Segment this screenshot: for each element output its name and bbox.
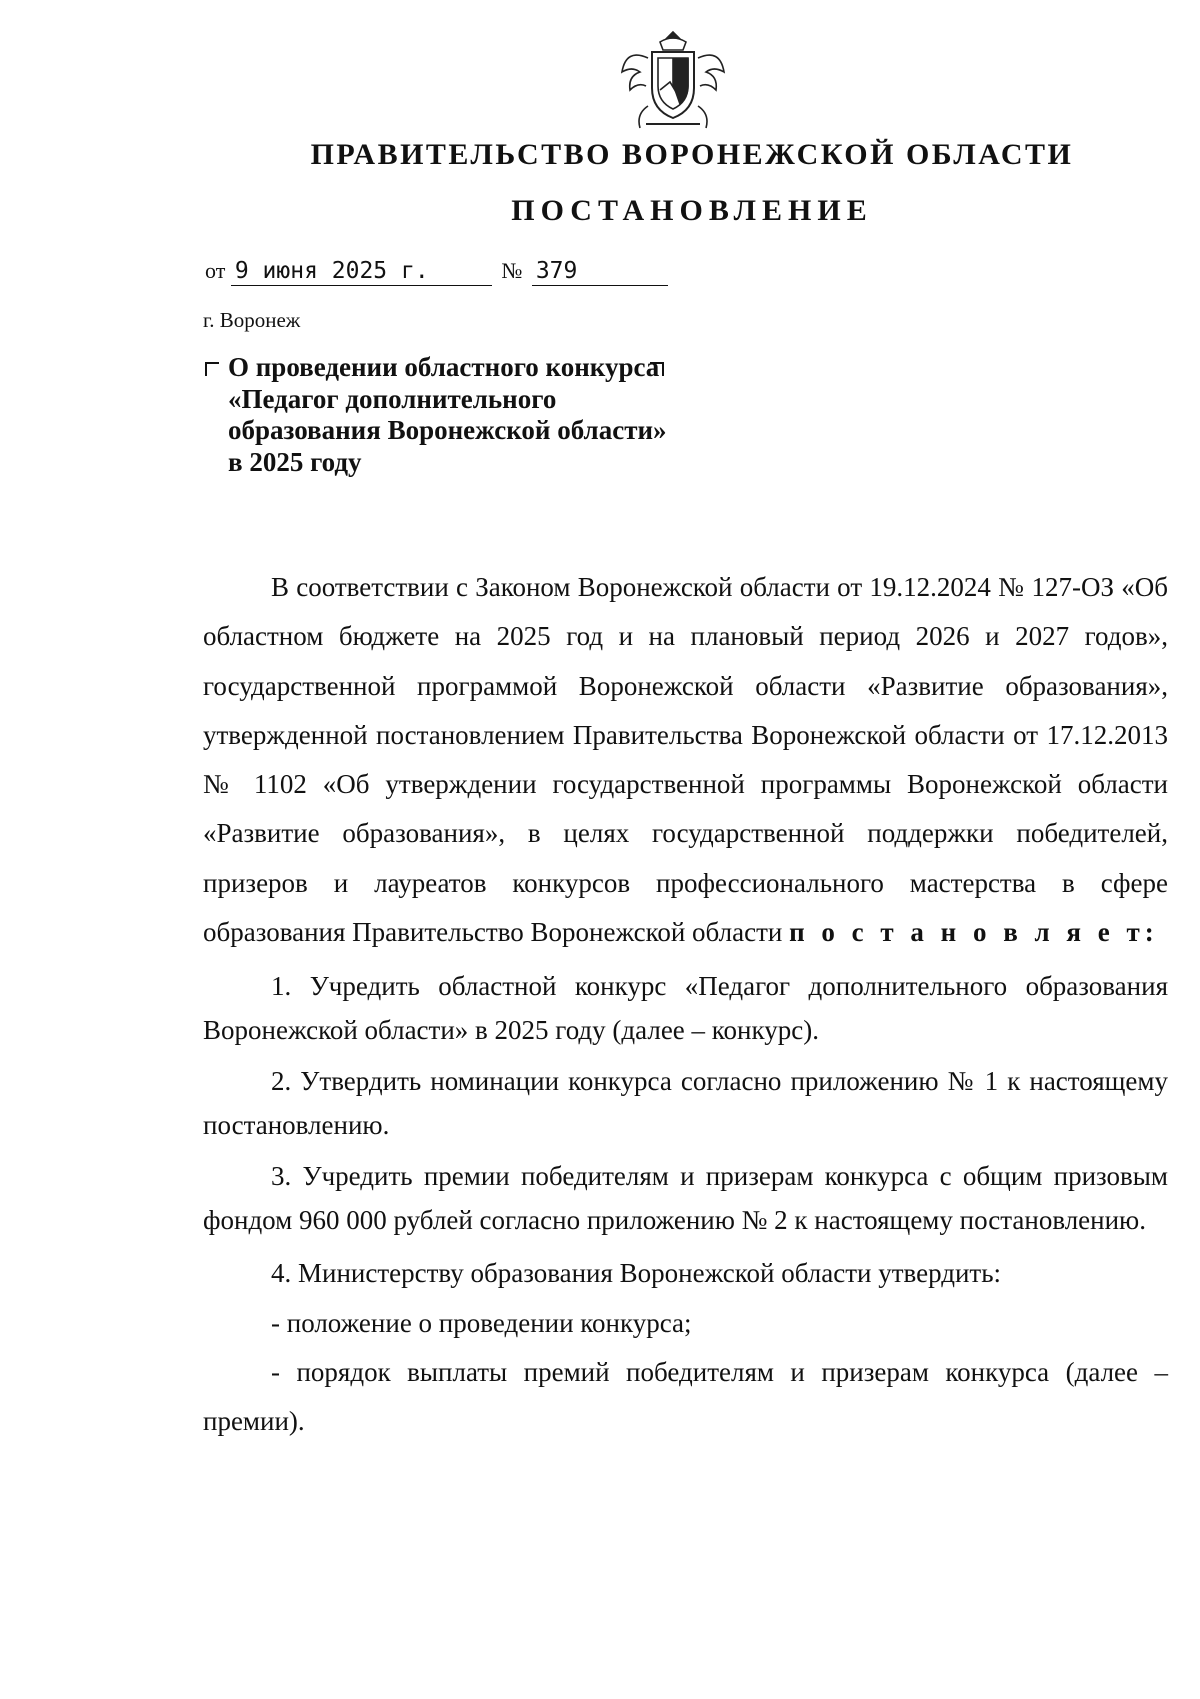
preamble-paragraph bbox=[203, 563, 1168, 957]
item-1: 1. Учредить областной конкурс «Педагог дополнительного образования Воронежской области» в 2025 году (далее – конкурс). bbox=[203, 971, 1168, 1046]
coat-of-arms-emblem bbox=[618, 28, 728, 134]
preamble-text: В соответствии с Законом Воронежской области от 19.12.2024 № 127-ОЗ «Об областном бюджете на 2025 год и на плановый период 2026 и 2027 годов», государственной программой Воронежской области «Развитие образования», утвержденной постановлением Правительства Воронежской области от 17.12.2013 № 1102 «Об утверждении государственной программы Воронежской области «Развитие образования», в целях государственной поддержки победителей, призеров и лауреатов конкурсов профессионального мастерства в сфере образования Правительство Воронежской области bbox=[203, 572, 1168, 948]
organization-title: ПРАВИТЕЛЬСТВО ВОРОНЕЖСКОЙ ОБЛАСТИ bbox=[310, 138, 1074, 171]
document-subject: О проведении областного конкурса «Педагог дополнительного образования Воронежской области» в 2025 году bbox=[228, 352, 667, 477]
item-3: 3. Учредить премии победителям и призерам конкурса с общим призовым фондом 960 000 рублей согласно приложению № 2 к настоящему постановлению. bbox=[203, 1161, 1168, 1236]
item-2: 2. Утвердить номинации конкурса согласно приложению № 1 к настоящему постановлению. bbox=[203, 1066, 1168, 1141]
date-prefix: от bbox=[205, 258, 226, 283]
city-label: г. Воронеж bbox=[203, 308, 301, 332]
item-4-sub-b: - порядок выплаты премий победителям и призерам конкурса (далее – премии). bbox=[203, 1356, 1168, 1437]
resolves-word: п о с т а н о в л я е т: bbox=[789, 917, 1159, 948]
number-label: № bbox=[501, 258, 523, 283]
document-date-number-line bbox=[205, 258, 668, 286]
subject-corner-mark-left bbox=[205, 362, 219, 376]
document-type-title: ПОСТАНОВЛЕНИЕ bbox=[511, 194, 873, 227]
item-4-sub-a: - положение о проведении конкурса; bbox=[271, 1307, 692, 1338]
item-4: 4. Министерству образования Воронежской области утвердить: bbox=[271, 1258, 1002, 1289]
document-body bbox=[203, 563, 1168, 1447]
document-number: 379 bbox=[532, 258, 668, 286]
document-date: 9 июня 2025 г. bbox=[231, 258, 492, 286]
